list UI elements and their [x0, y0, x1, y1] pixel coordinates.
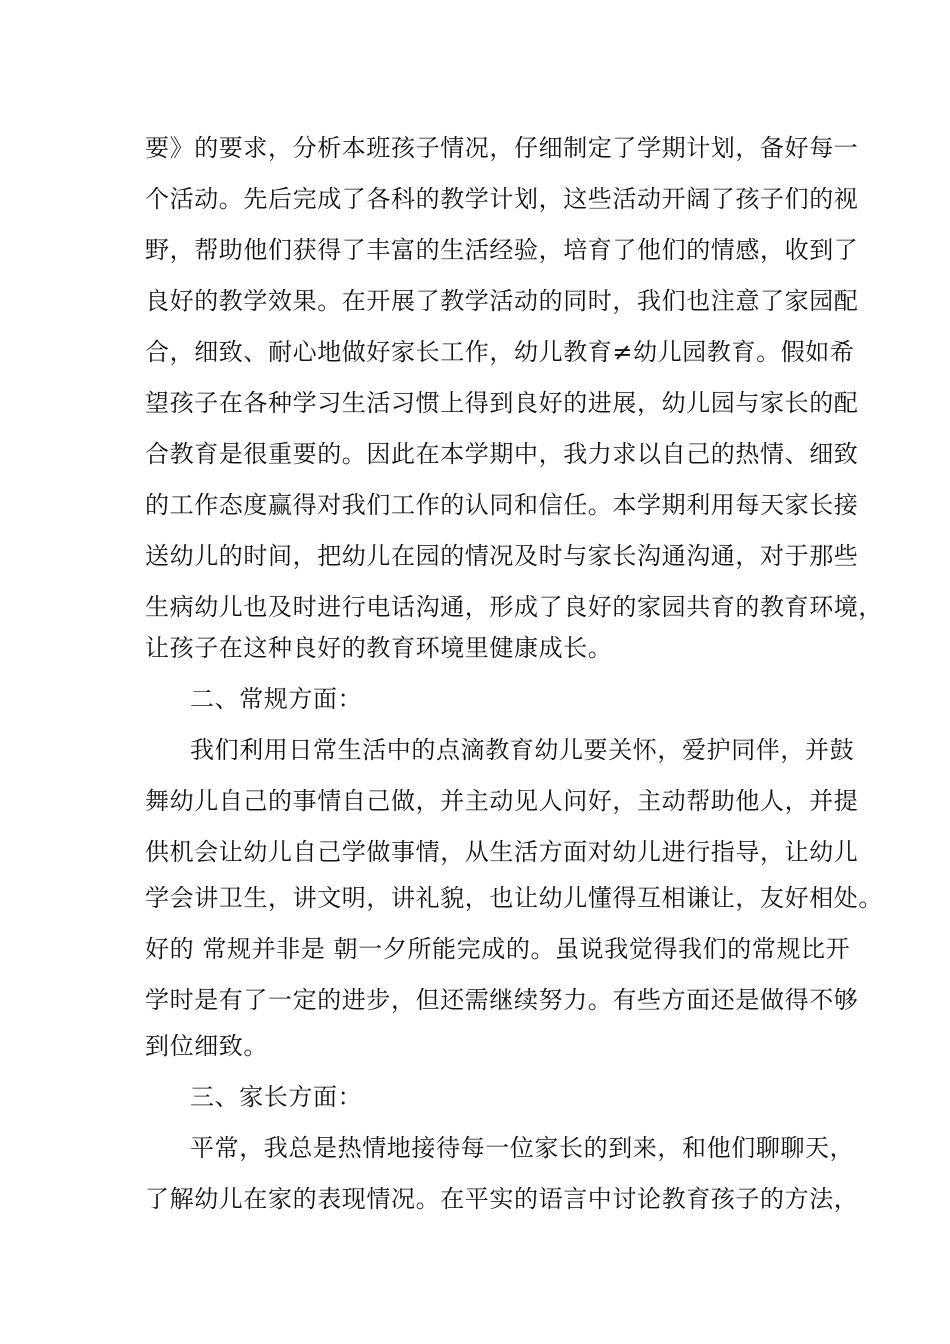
text-line: 良好的教学效果。在开展了教学活动的同时，我们也注意了家园配	[145, 287, 859, 315]
text-line: 学会讲卫生，讲文明，讲礼貌，也让幼儿懂得互相谦让，友好相处。	[145, 884, 883, 912]
text-line: 供机会让幼儿自己学做事情，从生活方面对幼儿进行指导，让幼儿	[145, 838, 859, 866]
section-heading-routine: 二、常规方面：	[190, 685, 363, 713]
text-line: 学时是有了一定的进步，但还需继续努力。有些方面还是做得不够	[145, 986, 859, 1014]
text-line: 到位细致。	[145, 1032, 268, 1060]
text-line: 舞幼儿自己的事情自己做，并主动见人问好，主动帮助他人，并提	[145, 787, 859, 815]
text-line: 望孩子在各种学习生活习惯上得到良好的进展，幼儿园与家长的配	[145, 389, 859, 417]
text-line: 送幼儿的时间，把幼儿在园的情况及时与家长沟通沟通，对于那些	[145, 542, 859, 570]
text-line: 个活动。先后完成了各科的教学计划，这些活动开阔了孩子们的视	[145, 185, 859, 213]
section-heading-parents: 三、家长方面：	[190, 1083, 363, 1111]
text-line: 合，细致、耐心地做好家长工作，幼儿教育≠幼儿园教育。假如希	[145, 338, 855, 366]
text-line: 平常，我总是热情地接待每一位家长的到来，和他们聊聊天，	[190, 1134, 855, 1162]
text-line: 要》的要求，分析本班孩子情况，仔细制定了学期计划，备好每一	[145, 134, 859, 162]
text-line: 了解幼儿在家的表现情况。在平实的语言中讨论教育孩子的方法，	[145, 1185, 859, 1213]
text-line: 野，帮助他们获得了丰富的生活经验，培育了他们的情感，收到了	[145, 236, 859, 264]
text-line: 的工作态度赢得对我们工作的认同和信任。本学期利用每天家长接	[145, 491, 859, 519]
text-line: 生病幼儿也及时进行电话沟通，形成了良好的家园共育的教育环境，	[145, 593, 883, 621]
text-line: 我们利用日常生活中的点滴教育幼儿要关怀，爱护同伴，并鼓	[190, 736, 855, 764]
text-line: 好的 常规并非是 朝一夕所能完成的。虽说我觉得我们的常规比开	[145, 935, 851, 963]
text-line: 让孩子在这种良好的教育环境里健康成长。	[145, 634, 613, 662]
text-line: 合教育是很重要的。因此在本学期中，我力求以自己的热情、细致	[145, 440, 859, 468]
